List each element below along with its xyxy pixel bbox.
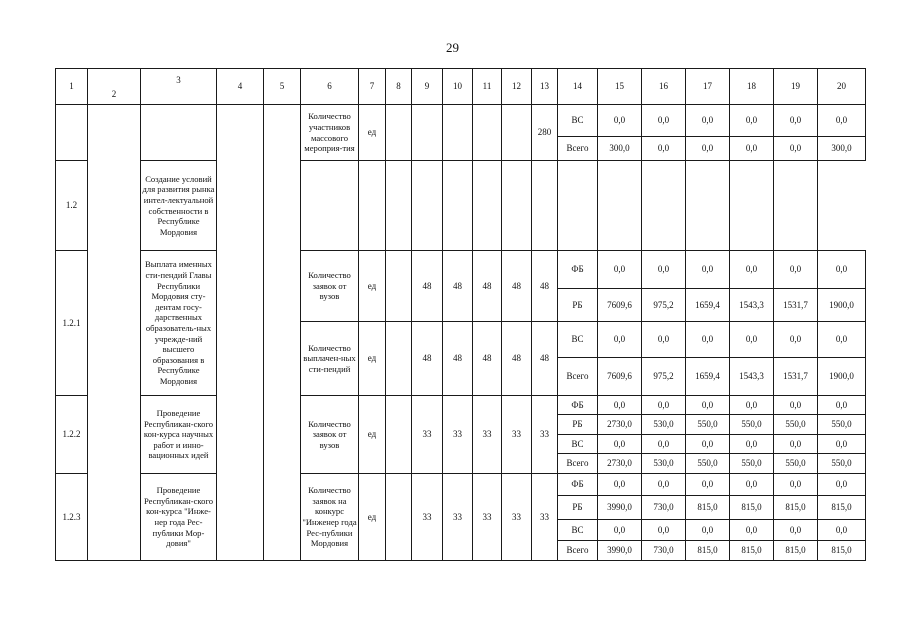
empty-cell (386, 161, 412, 251)
header-cell-9: 9 (412, 69, 443, 105)
indicator-value-cell: 48 (443, 251, 473, 322)
value-cell: 0,0 (598, 396, 642, 415)
value-cell: 0,0 (730, 474, 774, 496)
col5-span-cell (264, 105, 301, 561)
value-cell: 0,0 (686, 435, 730, 454)
value-cell: 550,0 (730, 454, 774, 474)
indicator-value-cell: 48 (473, 322, 502, 396)
header-cell-6: 6 (301, 69, 359, 105)
value-cell: 1900,0 (818, 289, 866, 322)
value-cell: 815,0 (730, 541, 774, 561)
measure-name-cell: Проведение Республикан-ского кон-курса "Инже-нер года Рес-публики Мор-довия" (141, 474, 217, 561)
source-cell: ВС (558, 520, 598, 541)
empty-cell (642, 161, 686, 251)
page-number: 29 (446, 40, 459, 55)
indicator-value-cell: 48 (412, 322, 443, 396)
row-number-cell (56, 105, 88, 161)
indicator-value-cell: 48 (473, 251, 502, 322)
value-cell: 0,0 (730, 396, 774, 415)
col8-cell (386, 396, 412, 474)
value-cell: 1543,3 (730, 289, 774, 322)
unit-cell: ед (359, 251, 386, 322)
source-cell: РБ (558, 415, 598, 435)
value-cell: 730,0 (642, 541, 686, 561)
value-cell: 975,2 (642, 358, 686, 396)
header-cell-19: 19 (774, 69, 818, 105)
value-cell: 0,0 (774, 251, 818, 289)
source-cell: ФБ (558, 251, 598, 289)
indicator-cell: Количество заявок на конкурс "Инженер года Рес-публики Мордовия (301, 474, 359, 561)
header-cell-5: 5 (264, 69, 301, 105)
header-cell-13: 13 (532, 69, 558, 105)
col8-cell (386, 474, 412, 561)
col8-cell (386, 251, 412, 322)
value-cell: 0,0 (686, 474, 730, 496)
indicator-value-cell: 33 (443, 474, 473, 561)
value-cell: 550,0 (686, 454, 730, 474)
value-cell: 550,0 (686, 415, 730, 435)
source-cell: ФБ (558, 474, 598, 496)
value-cell: 0,0 (686, 105, 730, 137)
value-cell: 7609,6 (598, 289, 642, 322)
value-cell: 0,0 (774, 520, 818, 541)
source-cell: ВС (558, 105, 598, 137)
indicator-value-cell: 48 (443, 322, 473, 396)
empty-cell (443, 161, 473, 251)
indicator-value-cell: 48 (532, 251, 558, 322)
indicator-value-cell: 33 (443, 396, 473, 474)
value-cell: 1900,0 (818, 358, 866, 396)
value-cell: 815,0 (774, 496, 818, 520)
value-cell: 1659,4 (686, 358, 730, 396)
value-cell: 0,0 (686, 396, 730, 415)
value-cell: 0,0 (774, 435, 818, 454)
measure-name-cell: Создание условий для развития рынка интел-лектуальной собственности в Республике Мордовия (141, 161, 217, 251)
source-cell: РБ (558, 496, 598, 520)
value-cell: 0,0 (598, 520, 642, 541)
value-cell: 1543,3 (730, 358, 774, 396)
row-number-cell: 1.2.3 (56, 474, 88, 561)
col13-cell: 280 (532, 105, 558, 161)
header-cell-7: 7 (359, 69, 386, 105)
value-cell: 0,0 (730, 251, 774, 289)
col10-cell (443, 105, 473, 161)
source-cell: РБ (558, 289, 598, 322)
indicator-value-cell: 33 (532, 474, 558, 561)
header-cell-4: 4 (217, 69, 264, 105)
value-cell: 0,0 (730, 137, 774, 161)
header-cell-17: 17 (686, 69, 730, 105)
header-cell-8: 8 (386, 69, 412, 105)
col8-cell (386, 105, 412, 161)
value-cell: 0,0 (642, 251, 686, 289)
col12-cell (502, 105, 532, 161)
indicator-value-cell: 33 (473, 396, 502, 474)
row-number-cell: 1.2.2 (56, 396, 88, 474)
empty-cell (686, 161, 730, 251)
empty-cell (774, 161, 818, 251)
col8-cell (386, 322, 412, 396)
value-cell: 815,0 (818, 496, 866, 520)
indicator-value-cell: 33 (532, 396, 558, 474)
value-cell: 0,0 (818, 474, 866, 496)
header-cell-1: 1 (56, 69, 88, 105)
value-cell: 0,0 (686, 322, 730, 358)
empty-cell (730, 161, 774, 251)
value-cell: 0,0 (730, 105, 774, 137)
value-cell: 0,0 (598, 251, 642, 289)
value-cell: 815,0 (686, 496, 730, 520)
value-cell: 730,0 (642, 496, 686, 520)
unit-cell: ед (359, 474, 386, 561)
header-cell-3: 3 (141, 69, 217, 105)
measure-name-cell: Проведение Республикан-ского кон-курса научных работ и инно-вационных идей (141, 396, 217, 474)
value-cell: 0,0 (774, 396, 818, 415)
value-cell: 0,0 (642, 474, 686, 496)
value-cell: 0,0 (642, 520, 686, 541)
value-cell: 3990,0 (598, 541, 642, 561)
indicator-value-cell: 33 (473, 474, 502, 561)
empty-cell (359, 161, 386, 251)
header-cell-20: 20 (818, 69, 866, 105)
indicator-value-cell: 48 (502, 251, 532, 322)
value-cell: 1659,4 (686, 289, 730, 322)
empty-cell (598, 161, 642, 251)
col11-cell (473, 105, 502, 161)
value-cell: 0,0 (730, 520, 774, 541)
header-cell-10: 10 (443, 69, 473, 105)
value-cell: 0,0 (818, 520, 866, 541)
source-cell: ФБ (558, 396, 598, 415)
source-cell: ВС (558, 435, 598, 454)
value-cell: 550,0 (818, 454, 866, 474)
header-cell-11: 11 (473, 69, 502, 105)
value-cell: 1531,7 (774, 289, 818, 322)
source-cell: Всего (558, 137, 598, 161)
indicator-value-cell: 48 (412, 251, 443, 322)
value-cell: 0,0 (598, 322, 642, 358)
value-cell: 0,0 (686, 251, 730, 289)
source-cell: Всего (558, 358, 598, 396)
value-cell: 0,0 (818, 322, 866, 358)
value-cell: 0,0 (642, 137, 686, 161)
indicator-cell: Количество заявок от вузов (301, 251, 359, 322)
value-cell: 550,0 (730, 415, 774, 435)
row-number-cell: 1.2 (56, 161, 88, 251)
value-cell: 530,0 (642, 454, 686, 474)
col2-span-cell (88, 105, 141, 561)
value-cell: 0,0 (686, 520, 730, 541)
value-cell: 0,0 (598, 105, 642, 137)
value-cell: 0,0 (818, 435, 866, 454)
value-cell: 550,0 (774, 454, 818, 474)
row-number-cell: 1.2.1 (56, 251, 88, 396)
value-cell: 0,0 (730, 322, 774, 358)
value-cell: 0,0 (642, 105, 686, 137)
unit-cell: ед (359, 322, 386, 396)
value-cell: 0,0 (774, 105, 818, 137)
indicator-value-cell: 33 (412, 396, 443, 474)
value-cell: 2730,0 (598, 415, 642, 435)
value-cell: 0,0 (642, 396, 686, 415)
value-cell: 530,0 (642, 415, 686, 435)
indicator-value-cell: 33 (502, 396, 532, 474)
value-cell: 300,0 (818, 137, 866, 161)
value-cell: 0,0 (774, 474, 818, 496)
source-cell: Всего (558, 541, 598, 561)
header-cell-15: 15 (598, 69, 642, 105)
empty-cell (532, 161, 558, 251)
header-cell-2: 2 (88, 69, 141, 105)
value-cell: 3990,0 (598, 496, 642, 520)
program-table (55, 68, 866, 561)
header-cell-12: 12 (502, 69, 532, 105)
indicator-value-cell: 48 (502, 322, 532, 396)
value-cell: 0,0 (686, 137, 730, 161)
value-cell: 0,0 (730, 435, 774, 454)
value-cell: 0,0 (642, 435, 686, 454)
header-cell-18: 18 (730, 69, 774, 105)
empty-cell (473, 161, 502, 251)
header-cell-16: 16 (642, 69, 686, 105)
col4-span-cell (217, 105, 264, 561)
value-cell: 815,0 (774, 541, 818, 561)
measure-name-cell: Выплата именных сти-пендий Главы Республики Мордовия сту-дентам госу-дарственных образователь-ных учрежде-ний высшего образования в Республике Мордовия (141, 251, 217, 396)
value-cell: 0,0 (598, 474, 642, 496)
value-cell: 0,0 (598, 435, 642, 454)
header-cell-14: 14 (558, 69, 598, 105)
col9-cell (412, 105, 443, 161)
indicator-cell: Количество заявок от вузов (301, 396, 359, 474)
measure-name-cell (141, 105, 217, 161)
value-cell: 1531,7 (774, 358, 818, 396)
empty-cell (502, 161, 532, 251)
indicator-cell: Количество участников массового мероприя-тия (301, 105, 359, 161)
value-cell: 0,0 (642, 322, 686, 358)
indicator-value-cell: 48 (532, 322, 558, 396)
value-cell: 0,0 (818, 396, 866, 415)
empty-cell (412, 161, 443, 251)
unit-cell: ед (359, 396, 386, 474)
source-cell: Всего (558, 454, 598, 474)
value-cell: 815,0 (686, 541, 730, 561)
value-cell: 550,0 (774, 415, 818, 435)
unit-cell: ед (359, 105, 386, 161)
value-cell: 815,0 (730, 496, 774, 520)
empty-cell (301, 161, 359, 251)
value-cell: 0,0 (774, 137, 818, 161)
value-cell: 0,0 (818, 105, 866, 137)
empty-cell (558, 161, 598, 251)
indicator-cell: Количество выплачен-ных сти-пендий (301, 322, 359, 396)
value-cell: 815,0 (818, 541, 866, 561)
value-cell: 0,0 (774, 322, 818, 358)
value-cell: 550,0 (818, 415, 866, 435)
value-cell: 300,0 (598, 137, 642, 161)
indicator-value-cell: 33 (502, 474, 532, 561)
value-cell: 0,0 (818, 251, 866, 289)
indicator-value-cell: 33 (412, 474, 443, 561)
value-cell: 975,2 (642, 289, 686, 322)
value-cell: 7609,6 (598, 358, 642, 396)
source-cell: ВС (558, 322, 598, 358)
value-cell: 2730,0 (598, 454, 642, 474)
